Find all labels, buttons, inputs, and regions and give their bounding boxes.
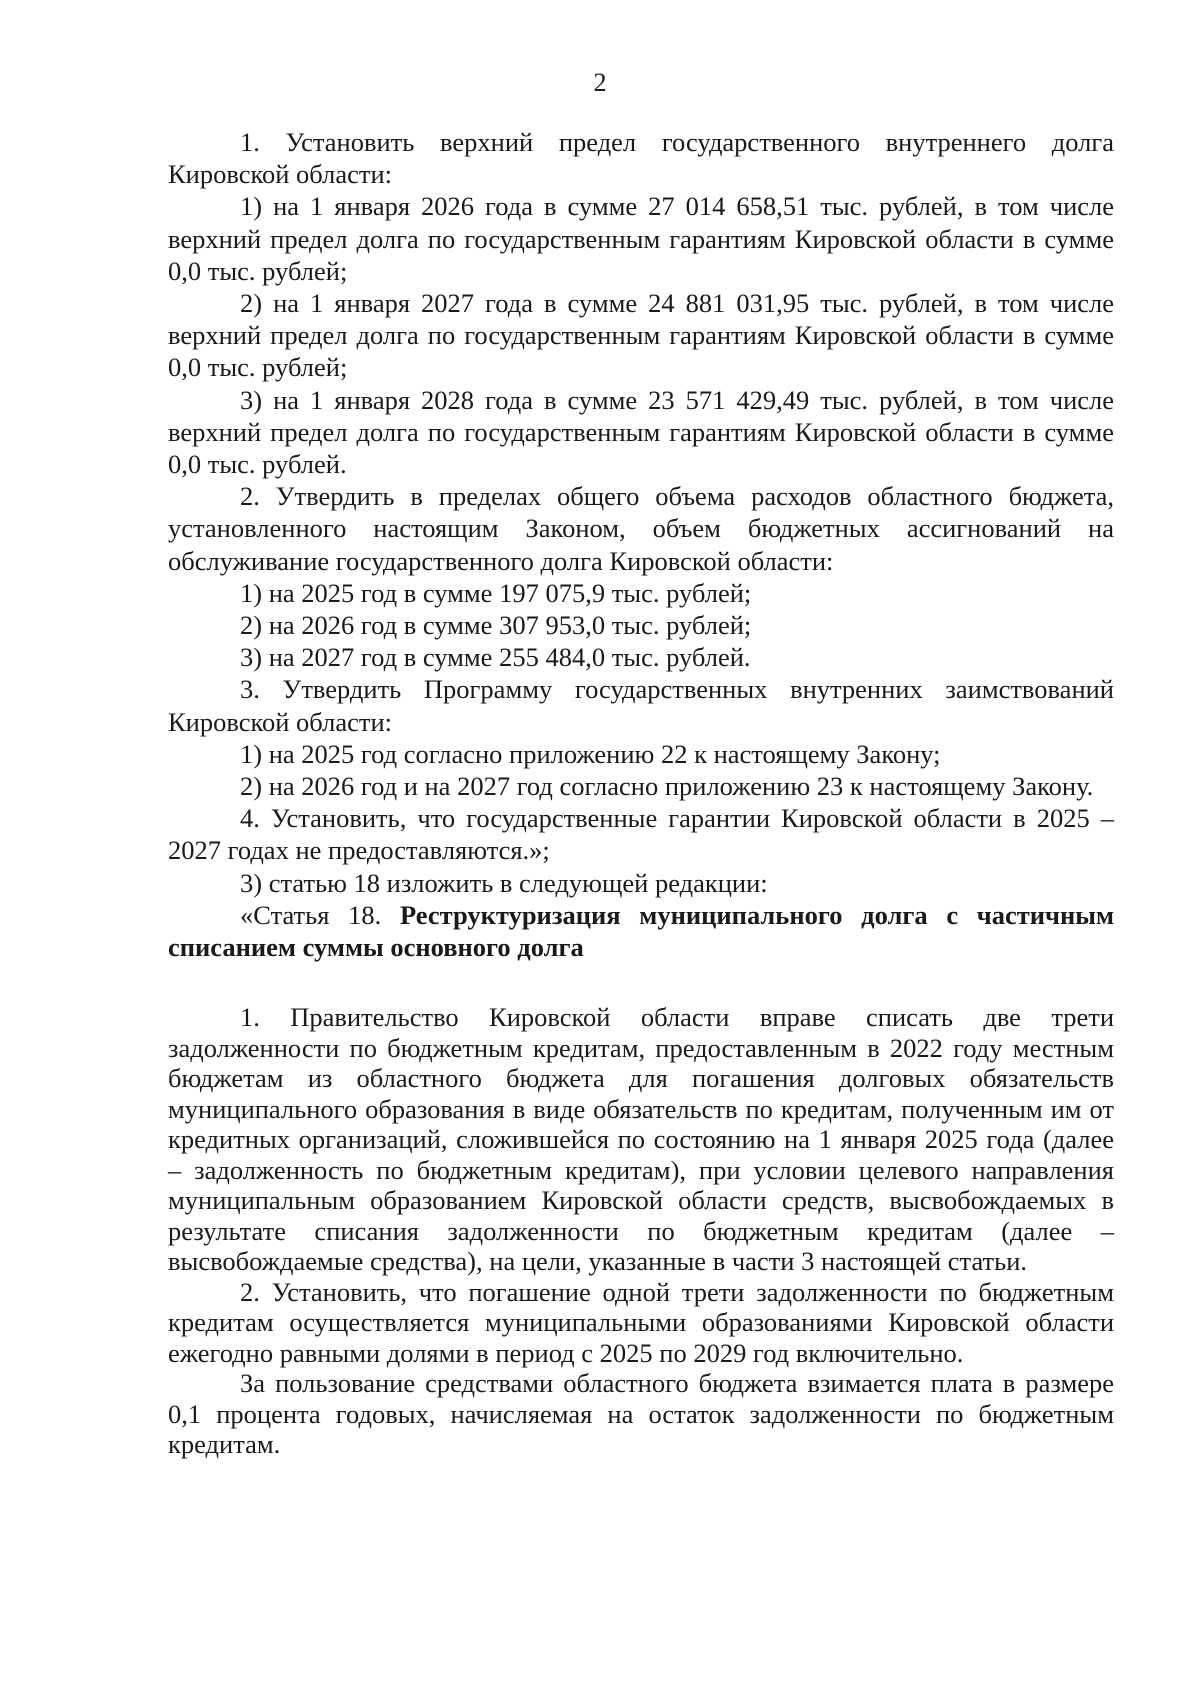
paragraph-item-3: 3. Утвердить Программу государственных внутренних заимствований Кировской области: [168, 674, 1114, 737]
paragraph-subitem-1-1: 1) на 1 января 2026 года в сумме 27 014 658,51 тыс. рублей, в том числе верхний предел долга по государственным гарантиям Кировской области в сумме 0,0 тыс. рублей; [168, 191, 1114, 286]
paragraph-subitem-2-2: 2) на 2026 год в сумме 307 953,0 тыс. рублей; [240, 610, 752, 641]
paragraph-item-4: 4. Установить, что государственные гарантии Кировской области в 2025 – 2027 годах не предоставляются.»; [168, 803, 1114, 866]
article-paragraph-2: 2. Установить, что погашение одной трети задолженности по бюджетным кредитам осуществляется муниципальными образованиями Кировской области ежегодно равными долями в период с 2025 по 2029 год включительно. [168, 1276, 1114, 1368]
article-heading-title: Реструктуризация муниципального долга с частичным списанием суммы основного долга [168, 899, 1114, 963]
page-number: 2 [593, 68, 607, 97]
article-heading [168, 899, 1114, 963]
paragraph-subitem-2-3: 3) на 2027 год в сумме 255 484,0 тыс. рублей. [240, 642, 751, 673]
paragraph-subitem-1-3: 3) на 1 января 2028 года в сумме 23 571 429,49 тыс. рублей, в том числе верхний предел долга по государственным гарантиям Кировской области в сумме 0,0 тыс. рублей. [168, 384, 1114, 480]
paragraph-item-2: 2. Утвердить в пределах общего объема расходов областного бюджета, установленного настоящим Законом, объем бюджетных ассигнований на обслуживание государственного долга Кировской области: [168, 481, 1114, 576]
article-paragraph-1: 1. Правительство Кировской области вправе списать две трети задолженности по бюджетным кредитам, предоставленным в 2022 году местным бюджетам из областного бюджета для погашения долговых обязательств муниципального образования в виде обязательств по кредитам, полученным им от кредитных организаций, сложившейся по состоянию на 1 января 2025 года (далее – задолженность по бюджетным кредитам), при условии целевого направления муниципальным образованием Кировской области средств, высвобождаемых в результате списания задолженности по бюджетным кредитам (далее – высвобождаемые средства), на цели, указанные в части 3 настоящей статьи. [168, 1002, 1114, 1277]
paragraph-subitem-2-1: 1) на 2025 год в сумме 197 075,9 тыс. рублей; [240, 577, 752, 608]
paragraph-amendment-article-18: 3) статью 18 изложить в следующей редакции: [240, 867, 768, 898]
document-body [168, 126, 1114, 1460]
article-heading-prefix: «Статья 18. [240, 899, 382, 930]
paragraph-item-1: 1. Установить верхний предел государственного внутреннего долга Кировской области: [168, 127, 1114, 190]
paragraph-subitem-3-2: 2) на 2026 год и на 2027 год согласно приложению 23 к настоящему Закону. [240, 771, 1094, 802]
article-paragraph-fee: За пользование средствами областного бюджета взимается плата в размере 0,1 процента годовых, начисляемая на остаток задолженности по бюджетным кредитам. [168, 1368, 1114, 1460]
paragraph-subitem-1-2: 2) на 1 января 2027 года в сумме 24 881 031,95 тыс. рублей, в том числе верхний предел долга по государственным гарантиям Кировской области в сумме 0,0 тыс. рублей; [168, 288, 1114, 383]
paragraph-subitem-3-1: 1) на 2025 год согласно приложению 22 к настоящему Закону; [240, 738, 941, 769]
